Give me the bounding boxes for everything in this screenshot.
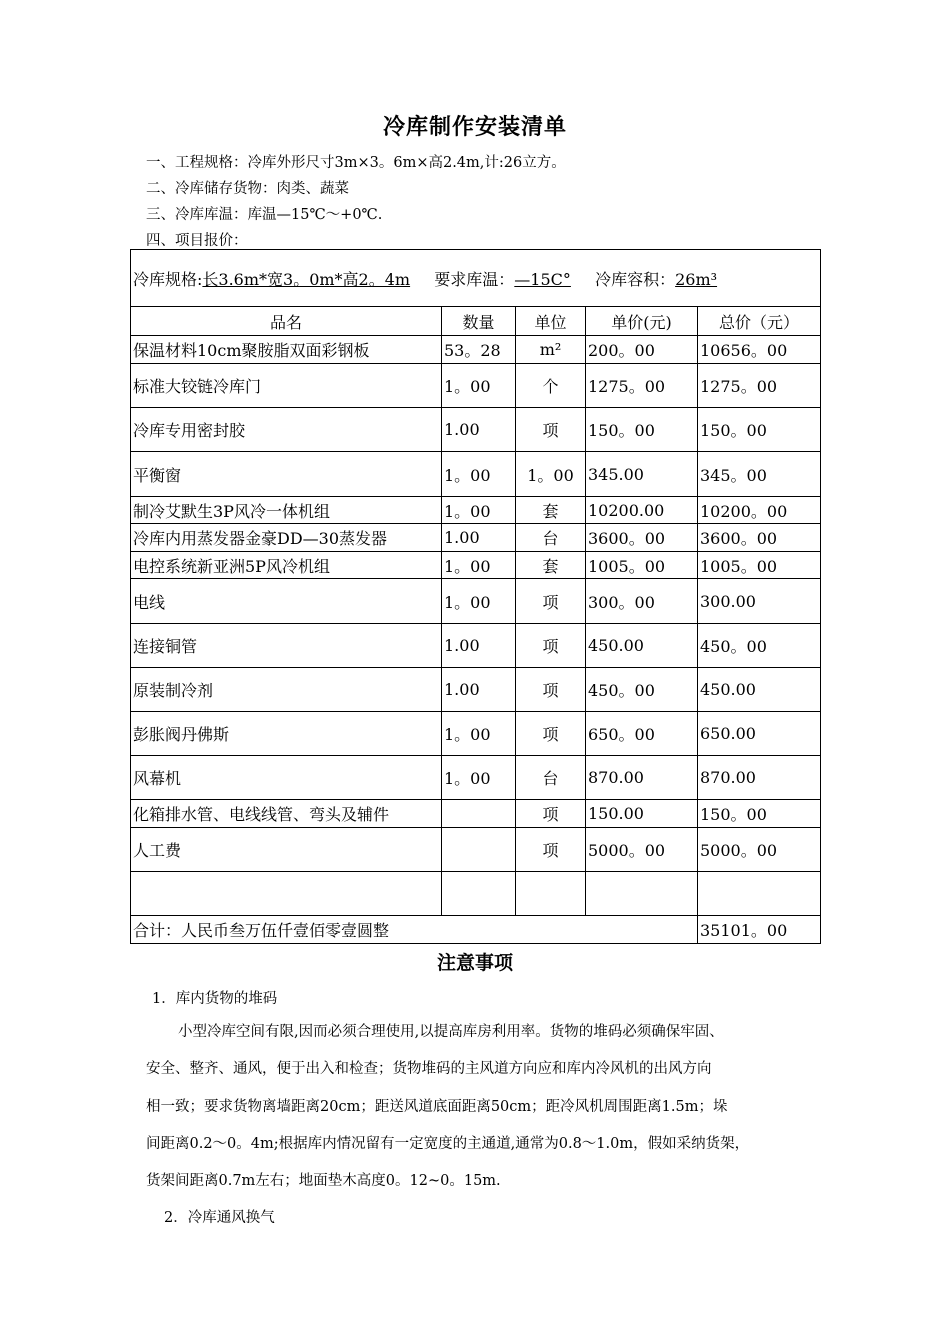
header-qty: 数量: [442, 307, 516, 336]
spec-temp-label: 要求库温：: [434, 269, 515, 289]
cell-price: 150。00: [586, 408, 698, 452]
spec-row-cell: [131, 250, 821, 307]
cell-name: 标准大铰链冷库门: [131, 364, 442, 408]
cell-price: 200。00: [586, 336, 698, 364]
cell-price: 345.00: [586, 452, 698, 497]
cell-unit: 项: [516, 800, 586, 828]
notes-title: 注意事项: [436, 952, 513, 974]
quote-table: [130, 249, 821, 944]
cell-name: 制冷艾默生3P风冷一体机组: [131, 497, 442, 524]
header-unit: 单位: [516, 307, 586, 336]
header-price: 单价(元): [586, 307, 698, 336]
cell-qty: 1。00: [442, 497, 516, 524]
cell-total: 1275。00: [698, 364, 821, 408]
spec-size-label: 冷库规格:: [133, 269, 203, 289]
cell-qty: 1.00: [442, 524, 516, 552]
spec-line-4: 四、项目报价：: [146, 233, 248, 249]
notes-item-1-line-1: 小型冷库空间有限,因而必须合理使用,以提高库房利用率。货物的堆码必须确保牢固、: [178, 1024, 724, 1040]
table-row: [131, 364, 821, 408]
cell-name: 化箱排水管、电线线管、弯头及辅件: [131, 800, 442, 828]
cell-qty: 1.00: [442, 624, 516, 668]
total-label: 合计：人民币叁万伍仟壹佰零壹圆整: [131, 916, 698, 944]
total-row: [131, 916, 821, 944]
cell-unit: 套: [516, 552, 586, 579]
cell-unit: 项: [516, 828, 586, 872]
cell-unit: 台: [516, 756, 586, 800]
cell-total: 5000。00: [698, 828, 821, 872]
total-value: 35101。00: [698, 916, 821, 944]
cell-price: 1005。00: [586, 552, 698, 579]
cell-price: 450。00: [586, 668, 698, 712]
cell-unit: 台: [516, 524, 586, 552]
spec-row: [131, 250, 821, 307]
cell-total: 450。00: [698, 624, 821, 668]
cell-total: 300.00: [698, 579, 821, 624]
cell-unit: 项: [516, 408, 586, 452]
table-row: [131, 712, 821, 756]
table-row: [131, 872, 821, 916]
notes-item-1-line-5: 货架间距离0.7m左右；地面垫木高度0。12~0。15m.: [146, 1173, 501, 1189]
cell-name: 电控系统新亚洲5P风冷机组: [131, 552, 442, 579]
table-row: [131, 497, 821, 524]
cell-total: 345。00: [698, 452, 821, 497]
cell-price: [586, 872, 698, 916]
document-title: 冷库制作安装清单: [382, 114, 567, 140]
cell-total: 450.00: [698, 668, 821, 712]
notes-item-1-title: 1．库内货物的堆码: [152, 991, 278, 1007]
cell-name: 保温材料10cm聚胺脂双面彩钢板: [131, 336, 442, 364]
table-row: [131, 579, 821, 624]
cell-unit: [516, 872, 586, 916]
cell-name: 风幕机: [131, 756, 442, 800]
table-row: [131, 524, 821, 552]
header-row: [131, 307, 821, 336]
cell-qty: [442, 872, 516, 916]
cell-qty: 1。00: [442, 756, 516, 800]
cell-qty: 1。00: [442, 364, 516, 408]
cell-unit: m²: [516, 336, 586, 364]
cell-qty: 1.00: [442, 668, 516, 712]
cell-total: 150。00: [698, 800, 821, 828]
table-row: [131, 336, 821, 364]
cell-qty: 1。00: [442, 452, 516, 497]
table-row: [131, 408, 821, 452]
table-row: [131, 624, 821, 668]
cell-unit: 个: [516, 364, 586, 408]
spec-line-1: 一、工程规格：冷库外形尺寸3m×3。6m×高2.4m,计:26立方。: [146, 155, 566, 171]
cell-qty: 1。00: [442, 552, 516, 579]
cell-total: 870.00: [698, 756, 821, 800]
cell-qty: 1。00: [442, 712, 516, 756]
cell-total: 1005。00: [698, 552, 821, 579]
cell-unit: 1。00: [516, 452, 586, 497]
cell-name: 冷库专用密封胶: [131, 408, 442, 452]
cell-unit: 项: [516, 579, 586, 624]
cell-name: 人工费: [131, 828, 442, 872]
cell-qty: [442, 800, 516, 828]
notes-item-1-line-3: 相一致；要求货物离墙距离20cm；距送风道底面距离50cm；距冷风机周围距离1.5m；垛: [146, 1099, 728, 1115]
cell-qty: 1.00: [442, 408, 516, 452]
cell-name: 原装制冷剂: [131, 668, 442, 712]
header-total: 总价（元）: [698, 307, 821, 336]
cell-unit: 套: [516, 497, 586, 524]
header-name: 品名: [131, 307, 442, 336]
table-row: [131, 668, 821, 712]
table-row: [131, 452, 821, 497]
cell-price: 870.00: [586, 756, 698, 800]
cell-name: 电线: [131, 579, 442, 624]
cell-price: 450.00: [586, 624, 698, 668]
cell-name: 平衡窗: [131, 452, 442, 497]
cell-total: [698, 872, 821, 916]
cell-price: 150.00: [586, 800, 698, 828]
spec-temp-value: —15C°: [514, 269, 571, 289]
table-row: [131, 828, 821, 872]
spec-line-2: 二、冷库储存货物：肉类、蔬菜: [146, 181, 349, 197]
cell-qty: 1。00: [442, 579, 516, 624]
table-body: [131, 336, 821, 916]
spec-line-3: 三、冷库库温：库温—15℃～+0℃.: [146, 207, 383, 223]
cell-price: 5000。00: [586, 828, 698, 872]
cell-name: 彭胀阀丹佛斯: [131, 712, 442, 756]
spec-volume-label: 冷库容积：: [595, 269, 676, 289]
cell-qty: 53。28: [442, 336, 516, 364]
cell-total: 650.00: [698, 712, 821, 756]
cell-price: 300。00: [586, 579, 698, 624]
cell-price: 650。00: [586, 712, 698, 756]
notes-item-2-title: 2．冷库通风换气: [164, 1210, 275, 1226]
spec-size-value: 长3.6m*宽3。0m*高2。4m: [202, 269, 411, 289]
cell-name: 冷库内用蒸发器金豪DD—30蒸发器: [131, 524, 442, 552]
cell-price: 1275。00: [586, 364, 698, 408]
table-row: [131, 800, 821, 828]
cell-total: 150。00: [698, 408, 821, 452]
table-row: [131, 756, 821, 800]
cell-name: [131, 872, 442, 916]
notes-item-1-line-4: 间距离0.2～0。4m;根据库内情况留有一定宽度的主通道,通常为0.8～1.0m，假如采纳货架，: [146, 1136, 750, 1152]
cell-total: 10656。00: [698, 336, 821, 364]
cell-unit: 项: [516, 668, 586, 712]
cell-unit: 项: [516, 712, 586, 756]
cell-name: 连接铜管: [131, 624, 442, 668]
cell-price: 10200.00: [586, 497, 698, 524]
cell-total: 3600。00: [698, 524, 821, 552]
spec-volume-value: 26m³: [675, 269, 718, 289]
cell-qty: [442, 828, 516, 872]
cell-unit: 项: [516, 624, 586, 668]
table-row: [131, 552, 821, 579]
cell-price: 3600。00: [586, 524, 698, 552]
cell-total: 10200。00: [698, 497, 821, 524]
notes-item-1-line-2: 安全、整齐、通风，便于出入和检查；货物堆码的主风道方向应和库内冷风机的出风方向: [146, 1061, 712, 1077]
